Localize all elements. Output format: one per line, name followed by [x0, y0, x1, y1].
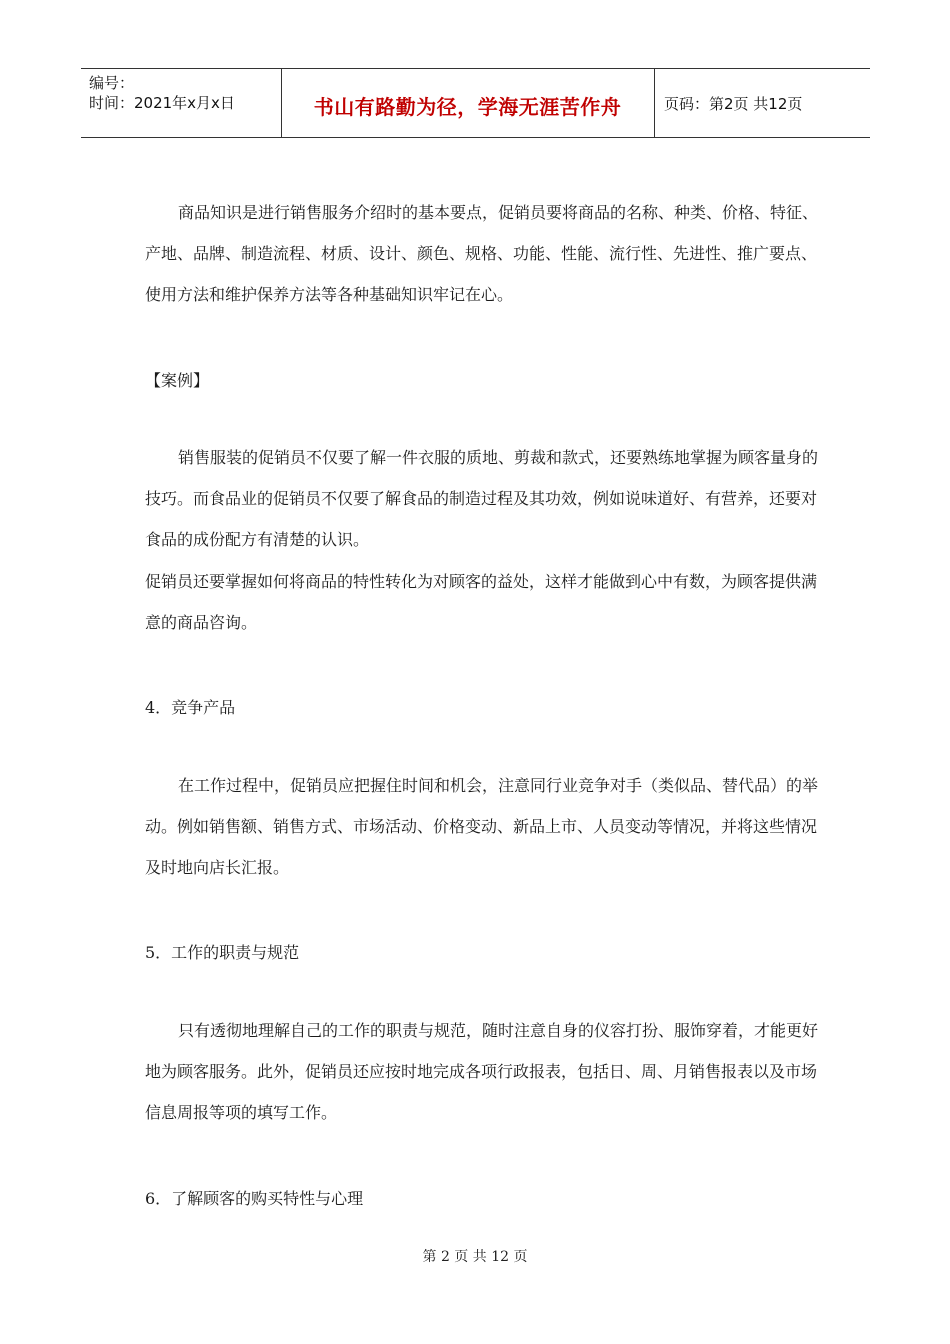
- header-page-number: 页码：第2页 共12页: [664, 95, 803, 113]
- paragraph-text: 促销员还要掌握如何将商品的特性转化为对顾客的益处，这样才能做到心中有数，为顾客提供满意的商品咨询。: [145, 572, 818, 632]
- paragraph-case: [145, 437, 825, 560]
- section-heading-duties: 5．工作的职责与规范: [145, 943, 300, 962]
- page-header: [81, 68, 870, 138]
- paragraph-text: 销售服装的促销员不仅要了解一件衣服的质地、剪裁和款式，还要熟练地掌握为顾客量身的技巧。而食品业的促销员不仅要了解食品的制造过程及其功效，例如说味道好、有营养，还要对食品的成份配方有清楚的认识。: [145, 448, 819, 549]
- paragraph-text: 在工作过程中，促销员应把握住时间和机会，注意同行业竞争对手（类似品、替代品）的举动。例如销售额、销售方式、市场活动、价格变动、新品上市、人员变动等情况，并将这些情况及时地向店长汇报。: [145, 776, 819, 877]
- header-code: 编号：: [89, 74, 135, 92]
- section-heading-customer: 6．了解顾客的购买特性与心理: [145, 1189, 364, 1208]
- paragraph-duties: [145, 1010, 825, 1133]
- section-heading-competition: 4．竞争产品: [145, 698, 236, 717]
- header-meta: [89, 73, 235, 113]
- paragraph-text: 商品知识是进行销售服务介绍时的基本要点，促销员要将商品的名称、种类、价格、特征、产地、品牌、制造流程、材质、设计、颜色、规格、功能、性能、流行性、先进性、推广要点、使用方法和维护保养方法等各种基础知识牢记在心。: [145, 203, 819, 304]
- paragraph-competition: [145, 765, 825, 888]
- page-footer: 第 2 页 共 12 页: [422, 1249, 528, 1265]
- paragraph-product-knowledge: [145, 192, 825, 315]
- case-label: 【案例】: [145, 371, 210, 390]
- paragraph-text: 只有透彻地理解自己的工作的职责与规范，随时注意自身的仪容打扮、服饰穿着，才能更好地为顾客服务。此外，促销员还应按时地完成各项行政报表，包括日、周、月销售报表以及市场信息周报等项的填写工作。: [145, 1021, 819, 1122]
- header-divider: [654, 69, 655, 137]
- paragraph-benefits: [145, 561, 825, 643]
- header-motto: 书山有路勤为径，学海无涯苦作舟: [313, 95, 622, 119]
- header-time: 时间：2021年x月x日: [89, 94, 235, 112]
